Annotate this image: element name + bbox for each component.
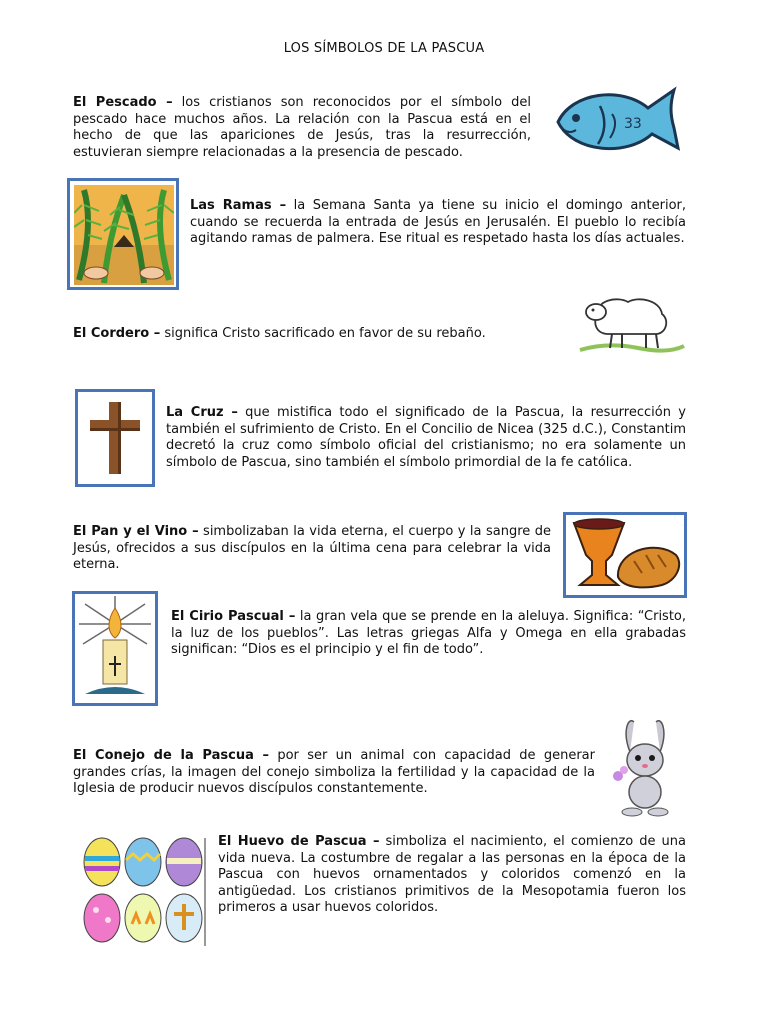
section-pescado xyxy=(73,95,531,161)
section-pan-vino xyxy=(73,524,551,574)
text-cordero: significa Cristo sacrificado en favor de su rebaño. xyxy=(160,326,486,341)
palm-branches-icon xyxy=(74,185,174,285)
term-conejo: El Conejo de la Pascua – xyxy=(73,748,270,763)
palm-branches-image xyxy=(67,178,179,290)
text-ramas: la Semana Santa ya tiene su inicio el domingo anterior, cuando se recuerda la entrada de Jesús en Jerusalén. El pueblo lo recibía agitando ramas de palmera. Ese ritual es respetado hasta los días actuales. xyxy=(190,198,687,247)
text-pan-vino: simbolizaban la vida eterna, el cuerpo y la sangre de Jesús, ofrecidos a sus discípulos en la última cena para celebrar la vida eterna. xyxy=(73,524,551,573)
section-conejo xyxy=(73,748,595,798)
section-huevo xyxy=(218,834,686,917)
section-cruz xyxy=(166,405,686,471)
term-pescado: El Pescado – xyxy=(73,95,173,110)
fish-image xyxy=(552,84,686,156)
bread-wine-icon xyxy=(566,515,684,595)
candle-icon xyxy=(75,594,155,703)
bread-wine-image xyxy=(563,512,687,598)
page-title: LOS SÍMBOLOS DE LA PASCUA xyxy=(283,41,485,56)
fish-number: 33 xyxy=(624,116,642,132)
section-ramas xyxy=(190,198,686,248)
cross-image xyxy=(75,389,155,487)
eggs-image xyxy=(80,834,206,946)
section-cirio xyxy=(171,609,686,659)
term-cordero: El Cordero – xyxy=(73,326,161,341)
lamb-image xyxy=(578,290,686,358)
text-cirio: la gran vela que se prende en la aleluya. Significa: “Cristo, la luz de los pueblos”. Las letras griegas Alfa y Omega en ella grabadas significan: “Dios es el principio y el fin de todo”. xyxy=(171,609,687,658)
text-huevo: simboliza el nacimiento, el comienzo de una vida nueva. La costumbre de regalar a las personas en la época de la Pascua con huevos ornamentados y coloridos comenzó en la antigüedad. Los cristianos primitivos de la Mesopotamia fueron los primeros a usar huevos coloridos. xyxy=(218,834,686,916)
candle-image xyxy=(72,591,158,706)
term-huevo: El Huevo de Pascua – xyxy=(218,834,380,849)
term-cirio: El Cirio Pascual – xyxy=(171,609,296,624)
text-cruz: que mistifica todo el significado de la Pascua, la resurrección y también el sufrimiento de Cristo. En el Concilio de Nicea (325 d.C.), Constantim decretó la cruz como símbolo oficial del cristianismo; no era solamente un símbolo de Pascua, sino también el símbolo primordial de la fe católica. xyxy=(166,405,686,470)
term-pan-vino: El Pan y el Vino – xyxy=(73,524,199,539)
cross-icon xyxy=(78,392,152,484)
text-pescado: los cristianos son reconocidos por el símbolo del pescado hace muchos años. La relación con la Pascua está en el hecho de que las apariciones de Jesús, tras la resurrección, estuvieran siempre relacionadas a la presencia de pescado. xyxy=(73,95,532,160)
section-cordero xyxy=(73,326,553,343)
term-ramas: Las Ramas – xyxy=(190,198,287,213)
bunny-image xyxy=(604,716,686,818)
term-cruz: La Cruz – xyxy=(166,405,238,420)
text-conejo: por ser un animal con capacidad de generar grandes crías, la imagen del conejo simboliza la fertilidad y la capacidad de la Iglesia de producir nuevos discípulos constantemente. xyxy=(73,748,595,797)
